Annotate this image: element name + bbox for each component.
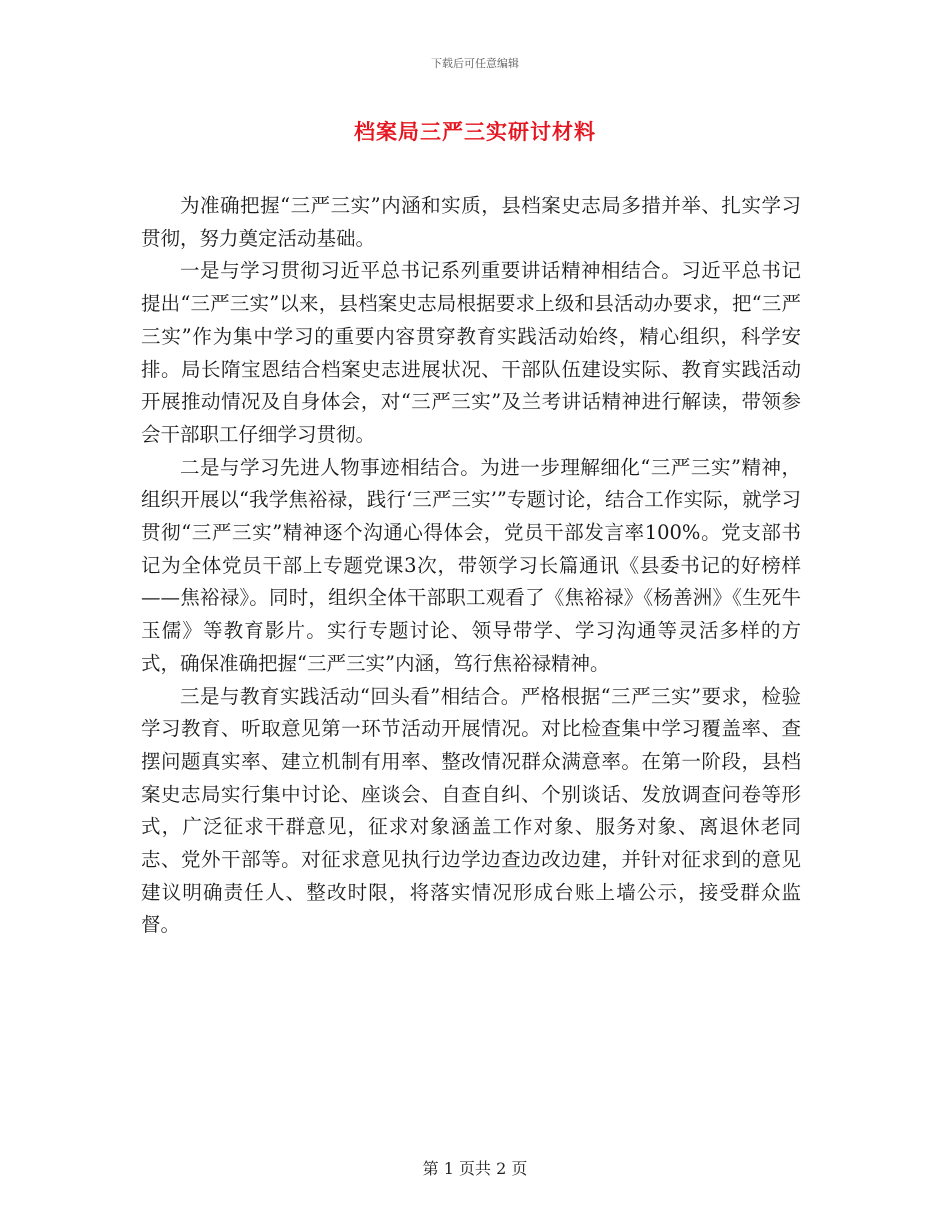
paragraph-intro: 为准确把握“三严三实”内涵和实质，县档案史志局多措并举、扎实学习贯彻，努力奠定活动基础。 <box>141 194 801 250</box>
paragraph-point-three: 三是与教育实践活动“回头看”相结合。严格根据“三严三实”要求，检验学习教育、听取意见第一环节活动开展情况。对比检查集中学习覆盖率、查摆问题真实率、建立机制有用率、整改情况群众满意率。在第一阶段，县档案史志局实行集中讨论、座谈会、自查自纠、个别谈话、发放调查问卷等形式，广泛征求干群意见，征求对象涵盖工作对象、服务对象、离退休老同志、党外干部等。对征求意见执行边学边查边改边建，并针对征求到的意见建议明确责任人、整改时限，将落实情况形成台账上墙公示，接受群众监督。 <box>141 684 801 937</box>
document-body <box>141 190 801 942</box>
page-number-footer: 第 1 页共 2 页 <box>422 1159 528 1178</box>
document-title: 档案局三严三实研讨材料 <box>354 120 596 144</box>
paragraph-point-one: 一是与学习贯彻习近平总书记系列重要讲话精神相结合。习近平总书记提出“三严三实”以来，县档案史志局根据要求上级和县活动办要求，把“三严三实”作为集中学习的重要内容贯穿教育实践活动始终，精心组织，科学安排。局长隋宝恩结合档案史志进展状况、干部队伍建设实际、教育实践活动开展推动情况及自身体会，对“三严三实”及兰考讲话精神进行解读，带领参会干部职工仔细学习贯彻。 <box>141 259 801 446</box>
header-note: 下载后可任意编辑 <box>431 57 519 70</box>
paragraph-point-two: 二是与学习先进人物事迹相结合。为进一步理解细化“三严三实”精神，组织开展以“我学焦裕禄，践行‘三严三实’”专题讨论，结合工作实际，就学习贯彻“三严三实”精神逐个沟通心得体会，党员干部发言率100%。党支部书记为全体党员干部上专题党课3次，带领学习长篇通讯《县委书记的好榜样——焦裕禄》。同时，组织全体干部职工观看了《焦裕禄》《杨善洲》《生死牛玉儒》等教育影片。实行专题讨论、领导带学、学习沟通等灵活多样的方式，确保准确把握“三严三实”内涵，笃行焦裕禄精神。 <box>141 455 801 675</box>
